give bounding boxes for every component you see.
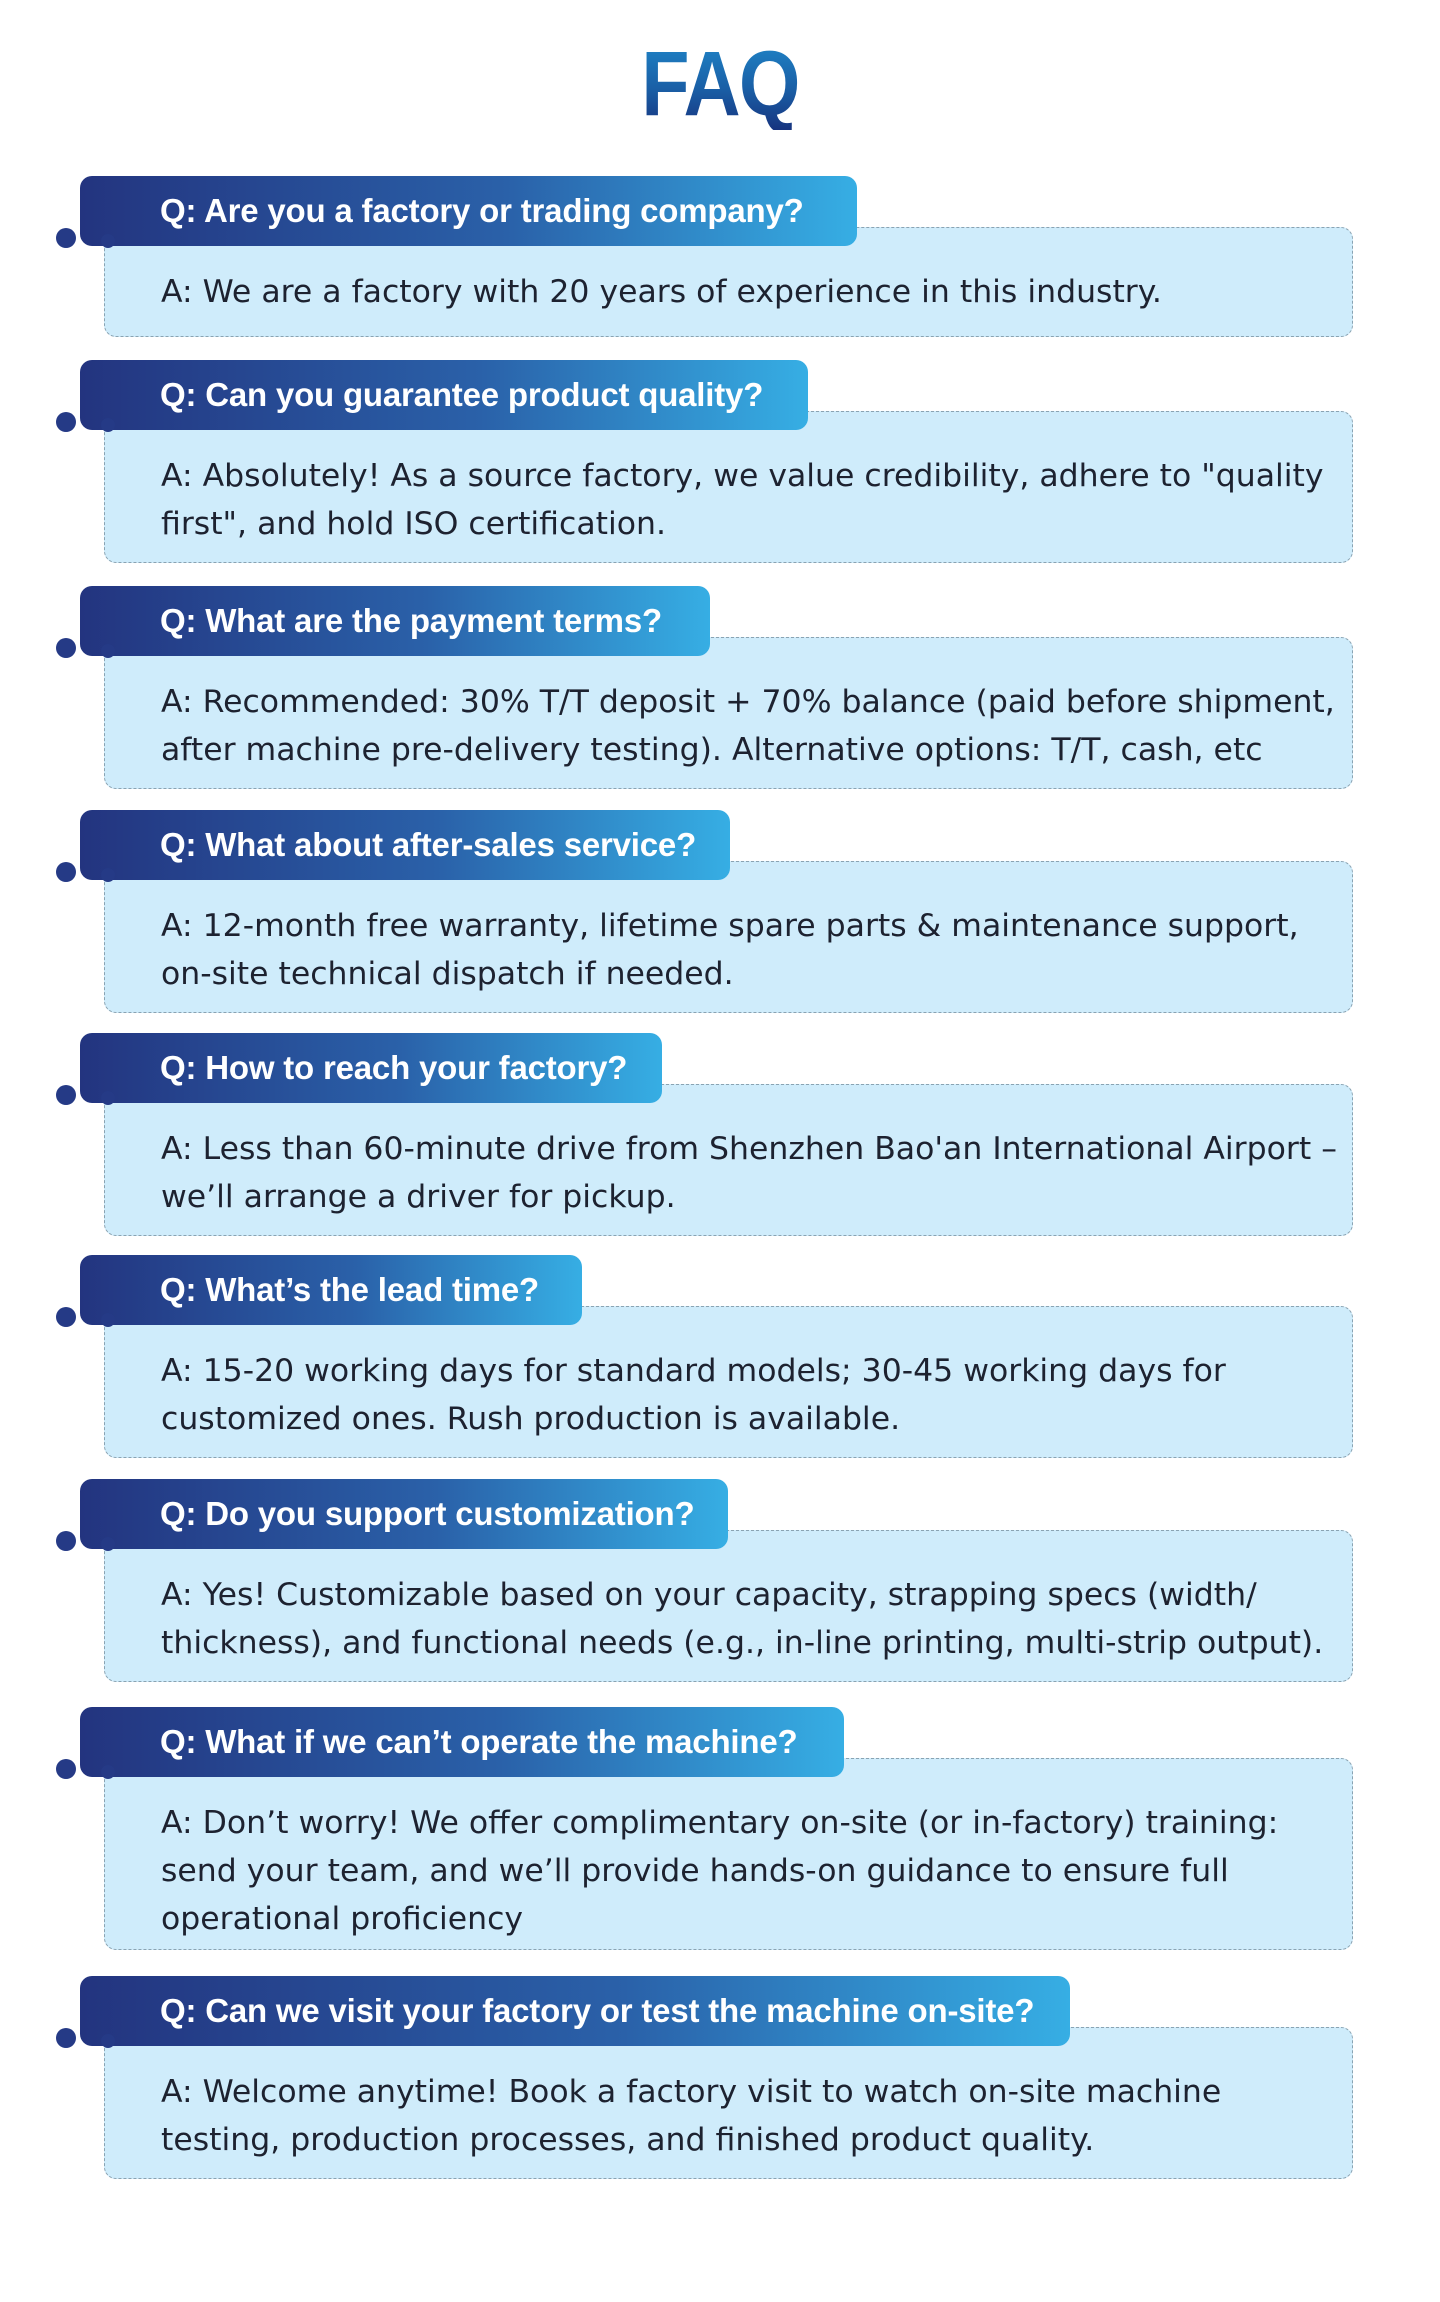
page-title: FAQ <box>101 38 1339 130</box>
answer-box <box>104 637 1353 789</box>
answer-text: A: We are a factory with 20 years of experience in this industry. <box>161 274 1162 310</box>
answer-text: A: Absolutely! As a source factory, we value credibility, adhere to "quality first", and hold ISO certification. <box>161 458 1324 542</box>
bullet-dot-icon <box>56 228 76 248</box>
bullet-dot-small-icon <box>101 1537 115 1551</box>
bullet-dot-icon <box>56 2028 76 2048</box>
question-text: Q: What are the payment terms? <box>160 602 662 639</box>
question-bar <box>80 1033 662 1103</box>
question-text: Q: What if we can’t operate the machine? <box>160 1723 798 1760</box>
answer-box <box>104 1084 1353 1236</box>
question-bar <box>80 586 710 656</box>
question-text: Q: Do you support customization? <box>160 1495 695 1532</box>
answer-text: A: Less than 60-minute drive from Shenzhen Bao'an International Airport – we’ll arrange a driver for pickup. <box>161 1131 1337 1215</box>
question-text: Q: How to reach your factory? <box>160 1049 628 1086</box>
bullet-dot-small-icon <box>101 418 115 432</box>
answer-box <box>104 2027 1353 2179</box>
question-text: Q: Can we visit your factory or test the machine on-site? <box>160 1992 1035 2029</box>
question-bar <box>80 360 808 430</box>
bullet-dot-icon <box>56 1085 76 1105</box>
question-bar <box>80 1255 582 1325</box>
bullet-dot-small-icon <box>101 868 115 882</box>
question-text: Q: Can you guarantee product quality? <box>160 376 764 413</box>
bullet-dot-small-icon <box>101 1313 115 1327</box>
bullet-dot-icon <box>56 1531 76 1551</box>
answer-box <box>104 1758 1353 1950</box>
bullet-dot-small-icon <box>101 1765 115 1779</box>
bullet-dot-small-icon <box>101 644 115 658</box>
bullet-dot-small-icon <box>101 1091 115 1105</box>
bullet-dot-small-icon <box>101 234 115 248</box>
answer-box <box>104 1306 1353 1458</box>
question-bar <box>80 1707 844 1777</box>
answer-text: A: 12-month free warranty, lifetime spare parts & maintenance support, on-site technical dispatch if needed. <box>161 908 1299 992</box>
answer-text: A: Don’t worry! We offer complimentary on-site (or in-factory) training: send your team, and we’ll provide hands-on guidance to ensure full operational proficiency <box>161 1805 1279 1937</box>
bullet-dot-icon <box>56 862 76 882</box>
question-bar <box>80 1479 728 1549</box>
question-bar <box>80 810 730 880</box>
answer-text: A: 15-20 working days for standard models; 30-45 working days for customized ones. Rush production is available. <box>161 1353 1226 1437</box>
question-text: Q: What about after-sales service? <box>160 826 697 863</box>
answer-box <box>104 411 1353 563</box>
question-bar <box>80 176 857 246</box>
answer-text: A: Welcome anytime! Book a factory visit to watch on-site machine testing, production processes, and finished product quality. <box>161 2074 1222 2158</box>
bullet-dot-icon <box>56 1759 76 1779</box>
bullet-dot-icon <box>56 412 76 432</box>
answer-text: A: Recommended: 30% T/T deposit + 70% balance (paid before shipment, after machine pre-delivery testing). Alternative options: T/T, cash, etc <box>161 684 1335 768</box>
bullet-dot-icon <box>56 638 76 658</box>
answer-box <box>104 861 1353 1013</box>
bullet-dot-icon <box>56 1307 76 1327</box>
bullet-dot-small-icon <box>101 2034 115 2048</box>
answer-box <box>104 1530 1353 1682</box>
question-text: Q: What’s the lead time? <box>160 1271 540 1308</box>
answer-text: A: Yes! Customizable based on your capacity, strapping specs (width/ thickness), and functional needs (e.g., in-line printing, multi-strip output). <box>161 1577 1324 1661</box>
question-text: Q: Are you a factory or trading company? <box>160 192 804 229</box>
question-bar <box>80 1976 1070 2046</box>
